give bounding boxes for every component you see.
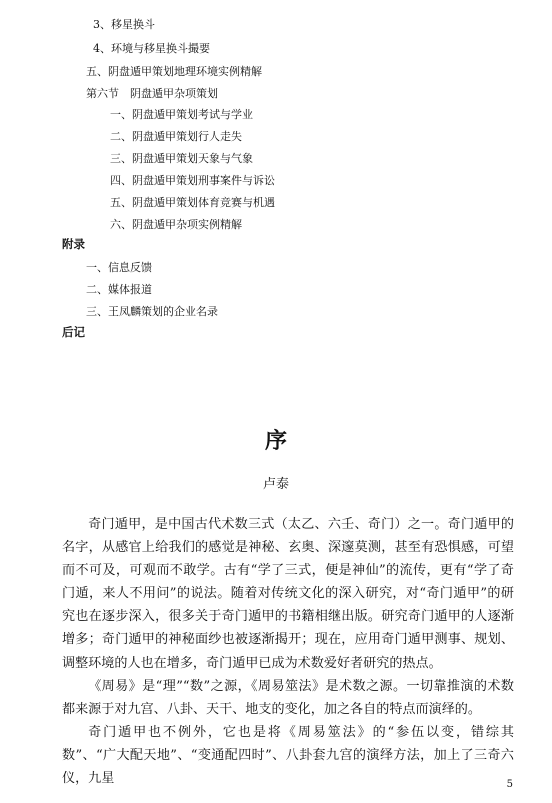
toc-item: 4、环境与移星换斗撮要	[93, 42, 210, 55]
toc-appendix-heading: 附录	[62, 237, 85, 251]
page-number: 5	[506, 779, 513, 790]
preface-author: 卢泰	[262, 477, 289, 492]
toc-item: 第六节 阴盘遁甲杂项策划	[86, 87, 218, 100]
toc-item: 五、阴盘遁甲策划体育竞赛与机遇	[110, 196, 275, 209]
preface-paragraph: 奇门遁甲也不例外，它也是将《周易筮法》的“参伍以变，错综其数”、“广大配天地”、“变通配四时”、八卦套九宫的演绎方法，加上了三奇六仪，九星	[62, 724, 514, 787]
toc-postscript-heading: 后记	[62, 325, 85, 339]
toc-appendix-item: 一、信息反馈	[86, 261, 152, 274]
toc-item: 四、阴盘遁甲策划刑事案件与诉讼	[110, 174, 275, 187]
preface-body	[62, 513, 514, 790]
toc-item: 五、阴盘遁甲策划地理环境实例精解	[86, 65, 262, 78]
toc-item: 3、移星换斗	[93, 18, 155, 31]
toc-appendix-item: 二、媒体报道	[86, 283, 152, 296]
toc-item: 二、阴盘遁甲策划行人走失	[110, 130, 242, 143]
toc-item: 六、阴盘遁甲杂项实例精解	[110, 218, 242, 231]
preface-title: 序	[264, 429, 287, 454]
toc-appendix-item: 三、王凤麟策划的企业名录	[86, 305, 218, 318]
toc-item: 一、阴盘遁甲策划考试与学业	[110, 108, 253, 121]
preface-paragraph: 《周易》是“理”“数”之源，《周易筮法》是术数之源。一切靠推演的术数都来源于对九宫、八卦、天干、地支的变化，加之各自的特点而演绎的。	[62, 678, 514, 717]
preface-paragraph: 奇门遁甲，是中国古代术数三式（太乙、六壬、奇门）之一。奇门遁甲的名字，从感官上给我们的感觉是神秘、玄奥、深邃莫测，甚至有恐惧感，可望而不可及，可观而不敢学。古有“学了三式，便是神仙”的流传，更有“学了奇门遁，来人不用问”的说法。随着对传统文化的深入研究，对“奇门遁甲”的研究也在逐步深入，很多关于奇门遁甲的书籍相继出版。研究奇门遁甲的人逐渐增多；奇门遁甲的神秘面纱也被逐渐揭开；现在，应用奇门遁甲测事、规划、调整环境的人也在增多，奇门遁甲已成为术数爱好者研究的热点。	[62, 517, 514, 671]
toc-item: 三、阴盘遁甲策划天象与气象	[110, 152, 253, 165]
